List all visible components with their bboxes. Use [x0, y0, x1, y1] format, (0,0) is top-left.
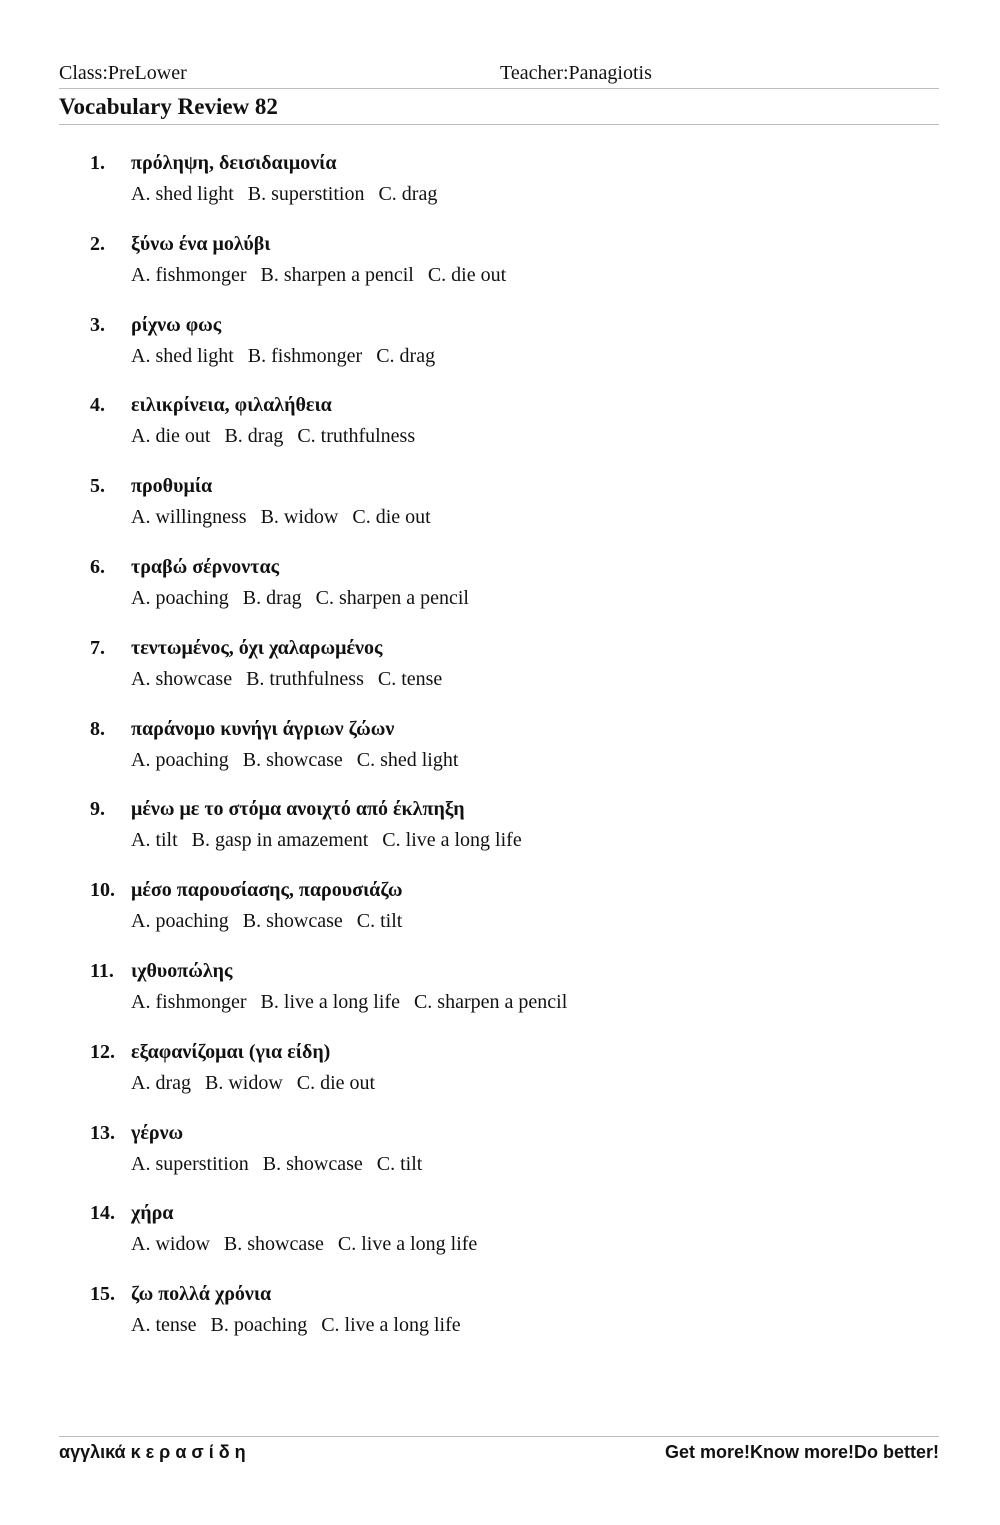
answer-options [131, 749, 472, 772]
question-number: 14. [90, 1202, 115, 1225]
answer-options [131, 425, 429, 448]
answer-option[interactable]: B. sharpen a pencil [260, 263, 414, 286]
question-item [0, 1202, 1000, 1272]
question-number: 7. [90, 636, 105, 659]
page-title: Vocabulary Review 82 [59, 94, 278, 119]
teacher-label: Teacher:Panagiotis [500, 62, 652, 84]
answer-option[interactable]: C. live a long life [337, 1233, 478, 1256]
answer-options [131, 1153, 436, 1176]
question-prompt: ζω πολλά χρόνια [131, 1283, 272, 1306]
answer-options [131, 587, 483, 610]
answer-options [131, 183, 451, 206]
question-number: 5. [90, 475, 105, 498]
title-divider [59, 124, 939, 125]
answer-option[interactable]: C. truthfulness [297, 425, 416, 448]
question-item [0, 1122, 1000, 1192]
answer-option[interactable]: B. showcase [262, 1152, 363, 1175]
footer-slogan: Get more!Know more!Do better! [664, 1442, 939, 1462]
question-item [0, 718, 1000, 788]
answer-option[interactable]: A. poaching [131, 748, 229, 771]
answer-option[interactable]: C. die out [296, 1071, 376, 1094]
question-number: 1. [90, 152, 105, 174]
answer-option[interactable]: A. drag [131, 1071, 191, 1094]
answer-options [131, 1314, 475, 1337]
answer-option[interactable]: C. tense [377, 667, 443, 690]
answer-option[interactable]: A. die out [131, 425, 211, 448]
answer-option[interactable]: A. shed light [131, 183, 234, 205]
answer-option[interactable]: A. tense [131, 1314, 197, 1337]
question-item [0, 314, 1000, 384]
answer-options [131, 1072, 389, 1095]
question-number: 4. [90, 394, 105, 417]
answer-option[interactable]: B. widow [260, 506, 339, 529]
question-number: 12. [90, 1040, 115, 1063]
answer-options [131, 345, 449, 368]
question-number: 10. [90, 879, 115, 902]
question-item [0, 233, 1000, 303]
question-item [0, 152, 1000, 222]
answer-option[interactable]: A. poaching [131, 910, 229, 933]
header-divider [59, 88, 939, 89]
answer-option[interactable]: B. superstition [247, 183, 365, 205]
answer-option[interactable]: A. poaching [131, 587, 229, 609]
answer-options [131, 264, 520, 287]
question-number: 9. [90, 798, 105, 821]
question-item [0, 798, 1000, 868]
question-prompt: τραβώ σέρνοντας [131, 556, 280, 578]
question-item [0, 394, 1000, 464]
answer-option[interactable]: C. shed light [356, 748, 459, 771]
answer-option[interactable]: B. showcase [242, 748, 343, 771]
answer-option[interactable]: B. drag [224, 425, 284, 448]
footer-brand: αγγλικά κ ε ρ α σ ί δ η [59, 1442, 246, 1462]
answer-option[interactable]: A. tilt [131, 829, 178, 852]
answer-options [131, 668, 456, 691]
answer-option[interactable]: A. fishmonger [131, 263, 247, 286]
answer-option[interactable]: B. truthfulness [246, 667, 364, 690]
answer-option[interactable]: C. drag [378, 183, 438, 205]
question-prompt: χήρα [131, 1202, 174, 1225]
question-prompt: παράνομο κυνήγι άγριων ζώων [131, 717, 395, 740]
answer-option[interactable]: C. tilt [356, 910, 403, 933]
answer-option[interactable]: C. sharpen a pencil [315, 587, 469, 609]
question-item [0, 475, 1000, 545]
question-prompt: ξύνω ένα μολύβι [131, 232, 271, 255]
answer-option[interactable]: B. showcase [242, 910, 343, 933]
question-item [0, 960, 1000, 1030]
question-item [0, 1041, 1000, 1111]
answer-option[interactable]: A. willingness [131, 506, 247, 529]
answer-option[interactable]: C. live a long life [382, 829, 522, 852]
question-prompt: πρόληψη, δεισιδαιμονία [131, 152, 337, 174]
answer-option[interactable]: A. fishmonger [131, 991, 247, 1013]
question-prompt: προθυμία [131, 475, 213, 498]
question-prompt: ειλικρίνεια, φιλαλήθεια [131, 394, 332, 417]
answer-option[interactable]: C. drag [376, 344, 436, 367]
question-number: 11. [90, 960, 114, 982]
worksheet-header [59, 62, 939, 88]
question-item [0, 879, 1000, 949]
question-number: 3. [90, 313, 105, 336]
question-number: 8. [90, 717, 105, 740]
footer-divider [59, 1436, 939, 1437]
answer-option[interactable]: C. sharpen a pencil [413, 991, 568, 1013]
answer-option[interactable]: B. live a long life [260, 991, 400, 1013]
answer-options [131, 829, 536, 852]
question-number: 2. [90, 232, 105, 255]
answer-option[interactable]: B. poaching [210, 1314, 308, 1337]
question-item [0, 1283, 1000, 1353]
question-prompt: μένω με το στόμα ανοιχτό από έκλπηξη [131, 798, 465, 821]
question-item [0, 637, 1000, 707]
answer-options [131, 991, 581, 1014]
answer-option[interactable]: C. die out [427, 263, 507, 286]
question-prompt: ιχθυοπώλης [131, 960, 233, 982]
question-item [0, 556, 1000, 626]
class-label: Class:PreLower [59, 62, 187, 84]
question-number: 13. [90, 1121, 115, 1144]
answer-option[interactable]: C. live a long life [321, 1314, 461, 1337]
answer-option[interactable]: B. showcase [223, 1233, 324, 1256]
answer-option[interactable]: C. die out [352, 506, 431, 529]
answer-option[interactable]: C. tilt [376, 1152, 423, 1175]
answer-option[interactable]: B. fishmonger [247, 344, 363, 367]
answer-option[interactable]: A. widow [131, 1233, 210, 1256]
question-number: 6. [90, 556, 105, 578]
answer-options [131, 506, 445, 529]
question-number: 15. [90, 1283, 115, 1306]
answer-options [131, 1233, 491, 1256]
answer-option[interactable]: A. superstition [131, 1152, 249, 1175]
answer-options [131, 910, 416, 933]
answer-option[interactable]: B. gasp in amazement [191, 829, 369, 852]
question-prompt: εξαφανίζομαι (για είδη) [131, 1040, 331, 1063]
answer-option[interactable]: A. shed light [131, 344, 234, 367]
answer-option[interactable]: B. drag [242, 587, 302, 609]
question-prompt: μέσο παρουσίασης, παρουσιάζω [131, 879, 403, 902]
answer-option[interactable]: A. showcase [131, 667, 233, 690]
question-prompt: γέρνω [131, 1121, 184, 1144]
question-prompt: τεντωμένος, όχι χαλαρωμένος [131, 636, 383, 659]
answer-option[interactable]: B. widow [204, 1071, 283, 1094]
question-prompt: ρίχνω φως [131, 313, 222, 336]
